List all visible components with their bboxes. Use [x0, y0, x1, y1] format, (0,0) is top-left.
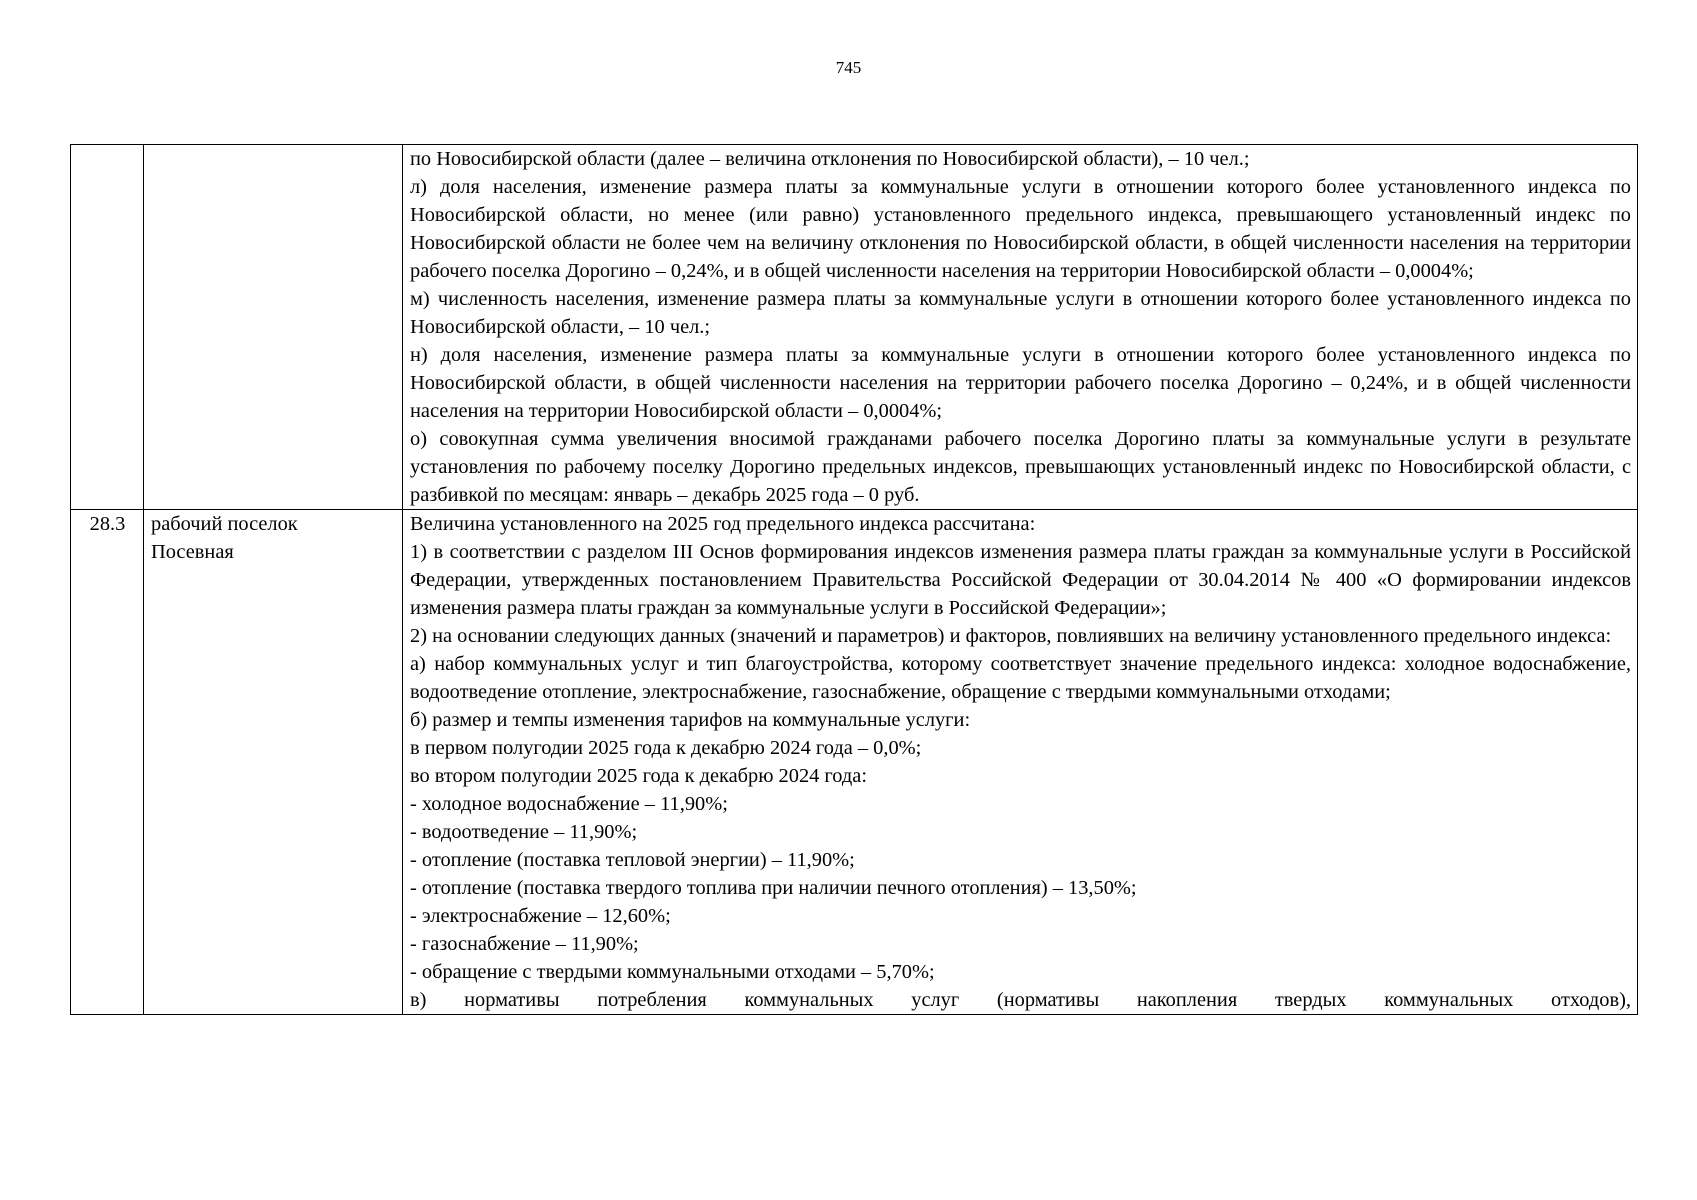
- paragraph: в первом полугодии 2025 года к декабрю 2024 года – 0,0%;: [410, 737, 922, 759]
- paragraph: - электроснабжение – 12,60%;: [410, 905, 671, 927]
- document-table: [70, 144, 1638, 1015]
- paragraph: б) размер и темпы изменения тарифов на коммунальные услуги:: [410, 709, 971, 731]
- paragraph: во втором полугодии 2025 года к декабрю 2024 года:: [410, 765, 867, 787]
- table-row: [71, 145, 1638, 510]
- paragraph: - газоснабжение – 11,90%;: [410, 933, 639, 955]
- paragraph: - обращение с твердыми коммунальными отходами – 5,70%;: [410, 961, 935, 983]
- description-cell: [403, 145, 1638, 510]
- paragraph: л) доля населения, изменение размера платы за коммунальные услуги в отношении которого более установленного индекса по Новосибирской области, но менее (или равно) установленного предельного индекса, превышающего установленный индекс по Новосибирской области не более чем на величину отклонения по Новосибирской области, в общей численности населения на территории рабочего поселка Дорогино – 0,24%, и в общей численности населения на территории Новосибирской области – 0,0004%;: [410, 176, 1631, 282]
- paragraph: - отопление (поставка тепловой энергии) – 11,90%;: [410, 849, 855, 871]
- paragraph: н) доля населения, изменение размера платы за коммунальные услуги в отношении которого более установленного индекса по Новосибирской области, в общей численности населения на территории рабочего поселка Дорогино – 0,24%, и в общей численности населения на территории Новосибирской области – 0,0004%;: [410, 344, 1631, 422]
- table-row: [71, 510, 1638, 1015]
- description-cell: [403, 510, 1638, 1015]
- paragraph: м) численность населения, изменение размера платы за коммунальные услуги в отношении которого более установленного индекса по Новосибирской области, – 10 чел.;: [410, 288, 1631, 338]
- paragraph: - отопление (поставка твердого топлива при наличии печного отопления) – 13,50%;: [410, 877, 1137, 899]
- paragraph: - холодное водоснабжение – 11,90%;: [410, 793, 728, 815]
- row-number-cell: 28.3: [71, 510, 144, 1015]
- page-number: 745: [835, 58, 862, 77]
- paragraph: - водоотведение – 11,90%;: [410, 821, 638, 843]
- settlement-name-cell: [144, 145, 403, 510]
- paragraph: а) набор коммунальных услуг и тип благоустройства, которому соответствует значение предельного индекса: холодное водоснабжение, водоотведение отопление, электроснабжение, газоснабжение, обращение с твердыми коммунальными отходами;: [410, 653, 1631, 703]
- settlement-name-line: рабочий поселок: [151, 513, 298, 535]
- paragraph: 2) на основании следующих данных (значений и параметров) и факторов, повлиявших на величину установленного предельного индекса:: [410, 625, 1612, 647]
- paragraph: о) совокупная сумма увеличения вносимой гражданами рабочего поселка Дорогино платы за коммунальные услуги в результате установления по рабочему поселку Дорогино предельных индексов, превышающих установленный индекс по Новосибирской области, с разбивкой по месяцам: январь – декабрь 2025 года – 0 руб.: [410, 428, 1631, 506]
- settlement-name-line: Посевная: [151, 541, 234, 563]
- row-number-cell: [71, 145, 144, 510]
- paragraph: Величина установленного на 2025 год предельного индекса рассчитана:: [410, 513, 1036, 535]
- paragraph: в) нормативы потребления коммунальных услуг (нормативы накопления твердых коммунальных отходов),: [410, 989, 1631, 1011]
- paragraph: 1) в соответствии с разделом III Основ формирования индексов изменения размера платы граждан за коммунальные услуги в Российской Федерации, утвержденных постановлением Правительства Российской Федерации от 30.04.2014 № 400 «О формировании индексов изменения размера платы граждан за коммунальные услуги в Российской Федерации»;: [410, 541, 1631, 619]
- settlement-name-cell: [144, 510, 403, 1015]
- paragraph: по Новосибирской области (далее – величина отклонения по Новосибирской области), – 10 чел.;: [410, 148, 1250, 170]
